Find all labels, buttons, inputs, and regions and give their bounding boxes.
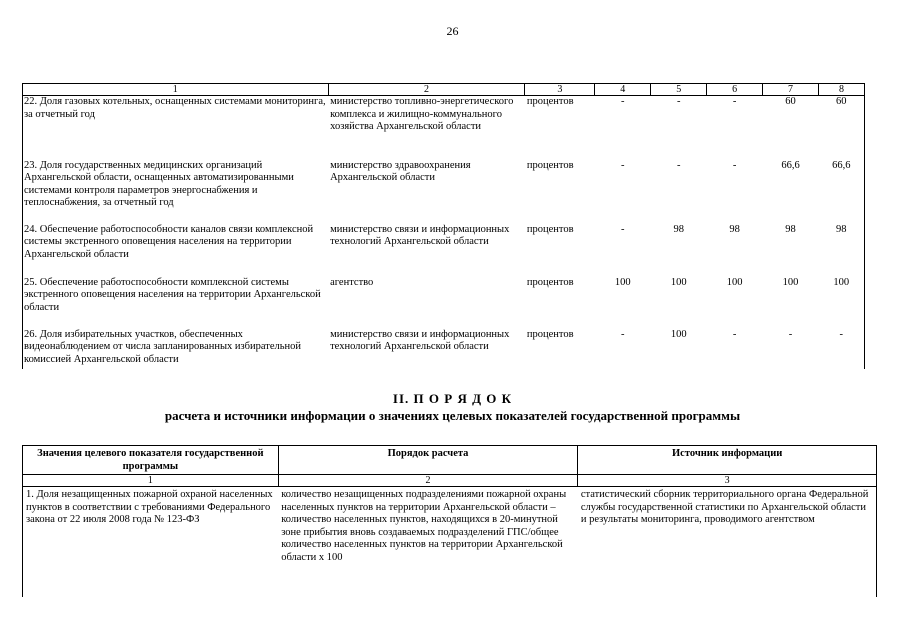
value: - (788, 328, 793, 340)
value: - (621, 159, 625, 171)
table-row (23, 487, 877, 597)
table-row (23, 96, 865, 160)
table-row (23, 329, 865, 369)
unit: процентов (526, 276, 574, 288)
value: 98 (819, 224, 865, 277)
col-index: 1 (23, 84, 329, 96)
value: - (621, 96, 625, 107)
responsible-org: министерство связи и информационных технологий Архангельской области (330, 223, 510, 247)
indicator-name: 26. Доля избирательных участков, обеспеченных видеонаблюдением от числа запланированных избирательной комиссией Архангельской области (23, 329, 329, 369)
indicator-name: 22. Доля газовых котельных, оснащенных системами мониторинга, за отчетный год (23, 96, 329, 160)
responsible-org: агентство (330, 276, 374, 288)
indicators-table (22, 83, 865, 369)
calculation-order: количество незащищенных подразделениями пожарной охраны населенных пунктов на территории Архангельской области – количество населенных пунктов, находящихся в 20-минутной зоне прибытия вновь создаваемых подразделений ГПС/общее количество населенных пунктов на территории Архангельской области х 100 (281, 489, 567, 563)
value: 98 (785, 223, 796, 235)
information-source: статистический сборник территориального органа Федеральной службы государственной статистики по Архангельской области и результаты мониторинга, проводимого агентством (578, 487, 877, 597)
col-index: 1 (23, 475, 279, 487)
value: - (732, 96, 737, 107)
value: 100 (614, 276, 631, 288)
unit: процентов (526, 96, 574, 107)
value: - (819, 329, 865, 369)
page-number: 26 (446, 24, 459, 38)
value: - (732, 328, 737, 340)
responsible-org: министерство топливно-энергетического комплекса и жилищно-коммунального хозяйства Архангельской области (330, 96, 514, 132)
unit: процентов (526, 159, 574, 171)
indicator-name: 24. Обеспечение работоспособности каналов связи комплексной системы экстренного оповещения населения на территории Архангельской области (23, 224, 329, 277)
indicator-value: 1. Доля незащищенных пожарной охраной населенных пунктов в соответствии с требованиями Федерального закона от 22 июля 2008 года № 123-ФЗ (23, 487, 279, 597)
table-row (23, 224, 865, 277)
indicator-name: 23. Доля государственных медицинских организаций Архангельской области, оснащенных автоматизированными системами контроля параметров энергоснабжения и теплоснабжения, за отчетный год (23, 160, 329, 224)
col-index: 2 (278, 475, 578, 487)
header-row (23, 446, 877, 475)
col-index: 3 (578, 475, 877, 487)
value: 60 (785, 96, 796, 107)
column-index-row (23, 84, 865, 96)
responsible-org: министерство связи и информационных технологий Архангельской области (330, 328, 510, 352)
col-index: 3 (525, 84, 595, 96)
col-index: 6 (707, 84, 763, 96)
table-row (23, 277, 865, 329)
unit: процентов (526, 328, 574, 340)
value: 66,6 (781, 159, 800, 171)
col-index: 4 (595, 84, 651, 96)
value: - (621, 223, 625, 235)
col-header: Значения целевого показателя государственной программы (23, 446, 279, 475)
calculation-table (22, 445, 877, 597)
column-index-row (23, 475, 877, 487)
section-title: II. П О Р Я Д О К (392, 391, 513, 406)
col-index: 7 (763, 84, 819, 96)
value: 100 (726, 276, 743, 288)
col-index: 2 (328, 84, 525, 96)
col-header: Источник информации (578, 446, 877, 475)
value: 100 (782, 276, 799, 288)
value: - (621, 328, 625, 340)
value: 60 (819, 96, 865, 160)
indicator-name: 25. Обеспечение работоспособности комплексной системы экстренного оповещения населения на территории Архангельской области (23, 277, 329, 329)
value: - (676, 96, 681, 107)
value: - (732, 159, 737, 171)
value: 100 (670, 276, 687, 288)
col-index: 5 (651, 84, 707, 96)
col-header: Порядок расчета (278, 446, 578, 475)
value: 98 (729, 223, 740, 235)
section-subtitle: расчета и источники информации о значениях целевых показателей государственной программы (164, 408, 741, 423)
value: 100 (670, 328, 687, 340)
table-row (23, 160, 865, 224)
value: 100 (819, 277, 865, 329)
value: 98 (673, 223, 684, 235)
col-index: 8 (819, 84, 865, 96)
value: - (676, 159, 681, 171)
responsible-org: министерство здравоохранения Архангельской области (330, 159, 471, 183)
unit: процентов (526, 223, 574, 235)
value: 66,6 (819, 160, 865, 224)
